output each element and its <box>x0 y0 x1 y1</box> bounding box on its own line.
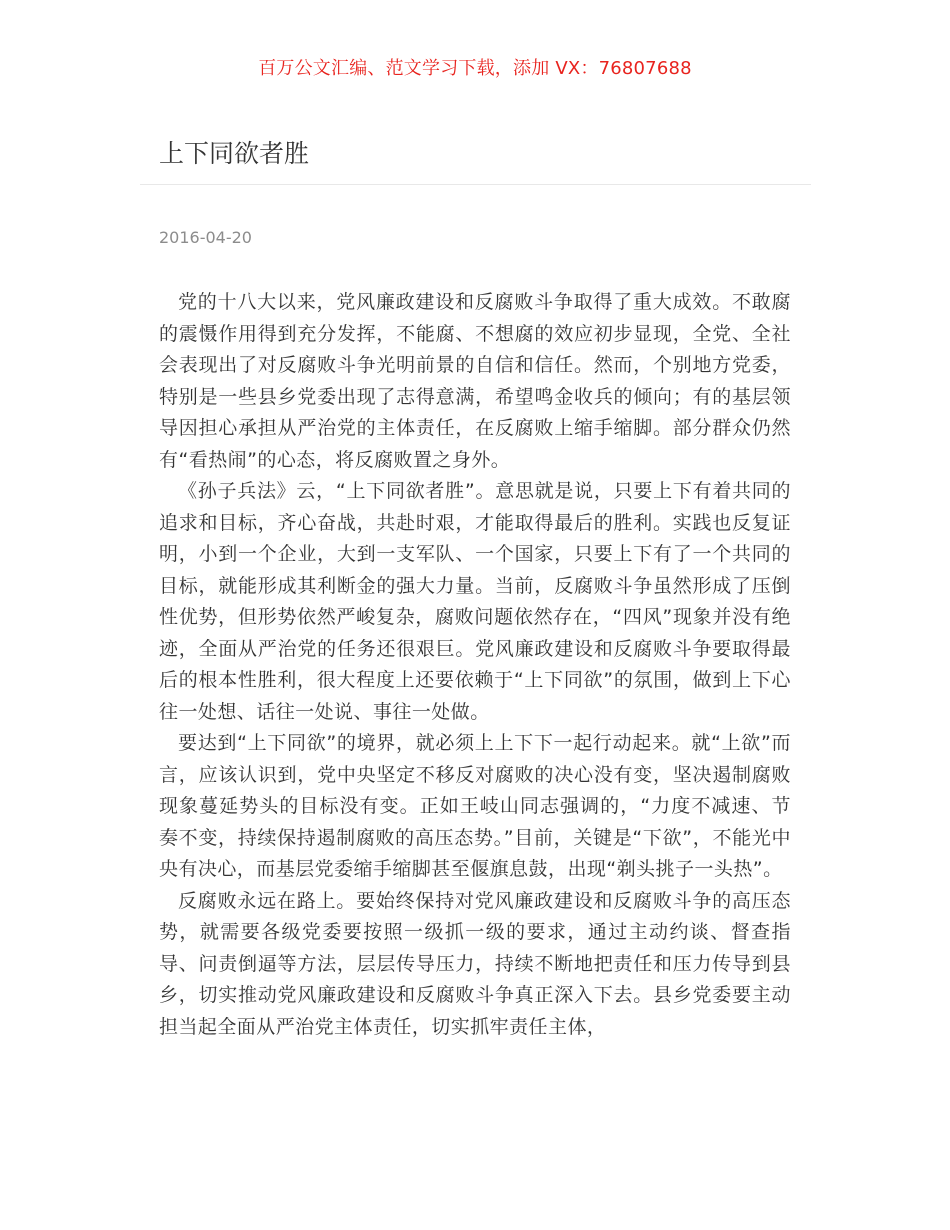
article-paragraph: 党的十八大以来，党风廉政建设和反腐败斗争取得了重大成效。不敢腐的震慑作用得到充分发挥，不能腐、不想腐的效应初步显现，全党、全社会表现出了对反腐败斗争光明前景的自信和信任。然而，个别地方党委，特别是一些县乡党委出现了志得意满，希望鸣金收兵的倾向；有的基层领导因担心承担从严治党的主体责任，在反腐败上缩手缩脚。部分群众仍然有“看热闹”的心态，将反腐败置之身外。 <box>159 291 791 471</box>
title-divider <box>140 184 811 185</box>
article-body <box>159 287 791 1043</box>
promo-banner: 百万公文汇编、范文学习下载，添加 VX：76807688 <box>258 58 692 79</box>
article-title: 上下同欲者胜 <box>159 139 310 168</box>
article-paragraph: 《孙子兵法》云，“上下同欲者胜”。意思就是说，只要上下有着共同的追求和目标，齐心奋战，共赴时艰，才能取得最后的胜利。实践也反复证明，小到一个企业，大到一支军队、一个国家，只要上下有了一个共同的目标，就能形成其利断金的强大力量。当前，反腐败斗争虽然形成了压倒性优势，但形势依然严峻复杂，腐败问题依然存在，“四风”现象并没有绝迹，全面从严治党的任务还很艰巨。党风廉政建设和反腐败斗争要取得最后的根本性胜利，很大程度上还要依赖于“上下同欲”的氛围，做到上下心往一处想、话往一处说、事往一处做。 <box>159 480 791 723</box>
article-paragraph: 反腐败永远在路上。要始终保持对党风廉政建设和反腐败斗争的高压态势，就需要各级党委要按照一级抓一级的要求，通过主动约谈、督查指导、问责倒逼等方法，层层传导压力，持续不断地把责任和压力传导到县乡，切实推动党风廉政建设和反腐败斗争真正深入下去。县乡党委要主动担当起全面从严治党主体责任，切实抓牢责任主体， <box>159 889 791 1038</box>
article-date: 2016-04-20 <box>159 228 252 247</box>
article-paragraph: 要达到“上下同欲”的境界，就必须上上下下一起行动起来。就“上欲”而言，应该认识到，党中央坚定不移反对腐败的决心没有变，坚决遏制腐败现象蔓延势头的目标没有变。正如王岐山同志强调的，“力度不减速、节奏不变，持续保持遏制腐败的高压态势。”目前，关键是“下欲”，不能光中央有决心，而基层党委缩手缩脚甚至偃旗息鼓，出现“剃头挑子一头热”。 <box>159 732 791 880</box>
